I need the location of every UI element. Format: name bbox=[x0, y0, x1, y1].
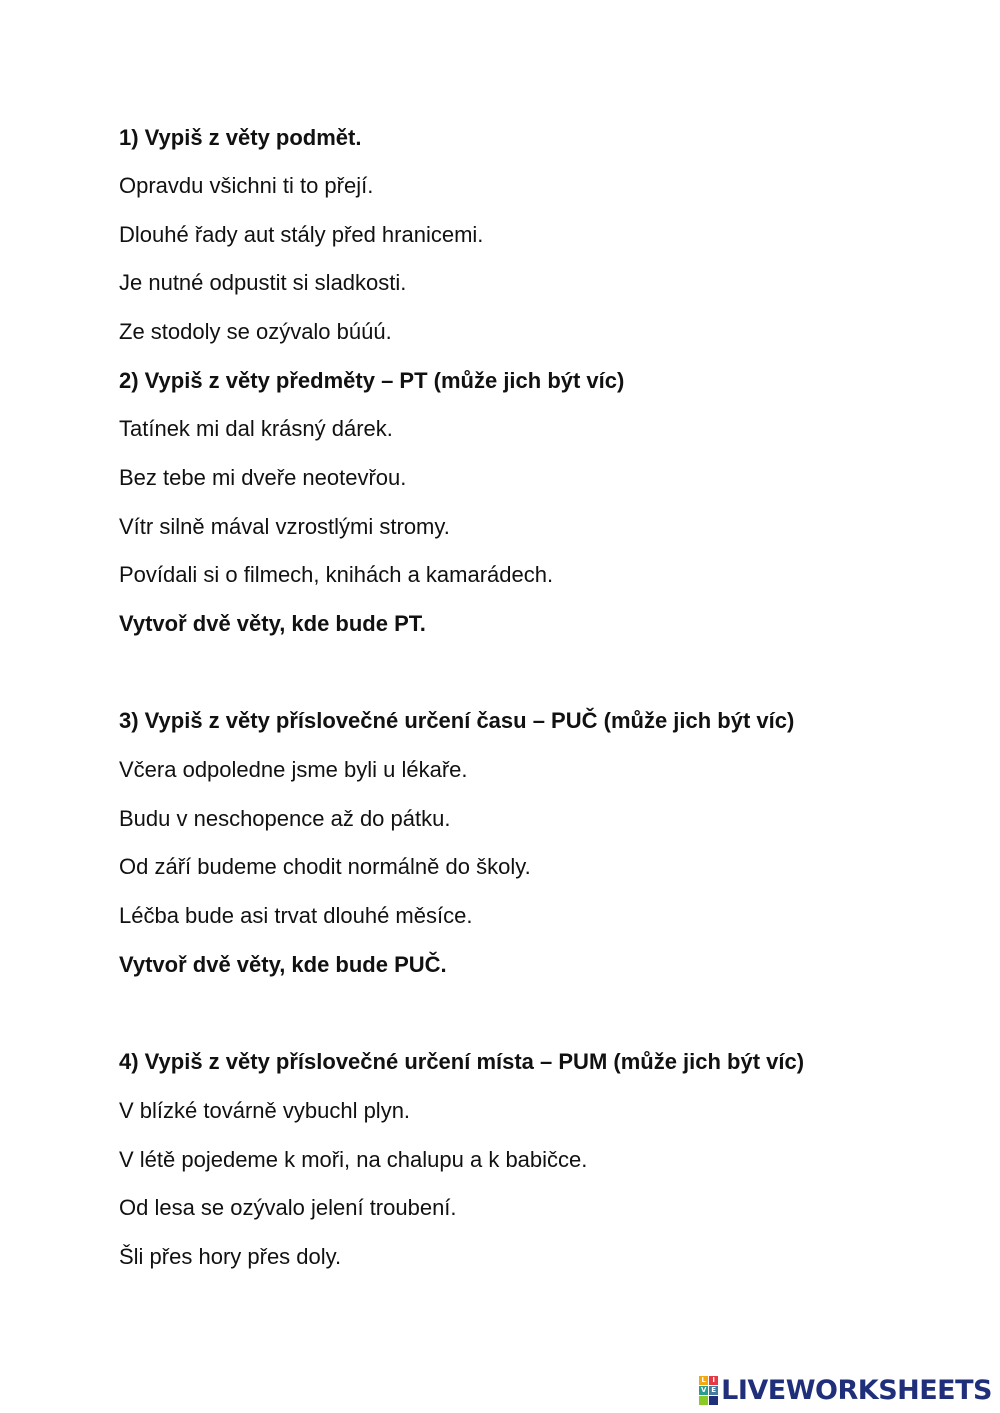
task-1-sentence: Je nutné odpustit si sladkosti. bbox=[119, 270, 407, 295]
task-3-instruction: Vytvoř dvě věty, kde bude PUČ. bbox=[119, 952, 447, 977]
task-1-sentence: Dlouhé řady aut stály před hranicemi. bbox=[119, 222, 484, 247]
task-4-sentence: Od lesa se ozývalo jelení troubení. bbox=[119, 1195, 457, 1220]
logo-blocks-icon bbox=[699, 1376, 718, 1405]
task-2-sentence: Povídali si o filmech, knihách a kamarádech. bbox=[119, 562, 554, 587]
liveworksheets-logo[interactable] bbox=[699, 1375, 992, 1405]
task-2-instruction: Vytvoř dvě věty, kde bude PT. bbox=[119, 611, 426, 636]
task-2-sentence: Vítr silně mával vzrostlými stromy. bbox=[119, 514, 450, 539]
task-1-sentence: Ze stodoly se ozývalo búúú. bbox=[119, 319, 392, 344]
task-3-sentence: Od září budeme chodit normálně do školy. bbox=[119, 854, 531, 879]
logo-block: V bbox=[700, 1385, 707, 1394]
task-4-sentence: V blízké továrně vybuchl plyn. bbox=[119, 1098, 411, 1123]
task-2-heading: 2) Vypiš z věty předměty – PT (může jich být víc) bbox=[119, 368, 625, 393]
task-1-sentence: Opravdu všichni ti to přejí. bbox=[119, 173, 374, 198]
logo-block bbox=[709, 1396, 718, 1405]
logo-text: LIVEWORKSHEETS bbox=[721, 1374, 992, 1406]
task-4-sentence: V létě pojedeme k moři, na chalupu a k babičce. bbox=[119, 1147, 588, 1172]
task-3-sentence: Budu v neschopence až do pátku. bbox=[119, 806, 451, 831]
logo-block bbox=[699, 1396, 708, 1405]
task-4-heading: 4) Vypiš z věty příslovečné určení místa – PUM (může jich být víc) bbox=[119, 1049, 805, 1074]
logo-block: I bbox=[709, 1376, 718, 1385]
task-3-sentence: Léčba bude asi trvat dlouhé měsíce. bbox=[119, 903, 473, 928]
task-1-heading: 1) Vypiš z věty podmět. bbox=[119, 125, 362, 150]
task-2-sentence: Tatínek mi dal krásný dárek. bbox=[119, 416, 393, 441]
task-2-sentence: Bez tebe mi dveře neotevřou. bbox=[119, 465, 407, 490]
logo-block: E bbox=[709, 1386, 718, 1395]
logo-block: L bbox=[699, 1376, 708, 1385]
task-3-heading: 3) Vypiš z věty příslovečné určení času – PUČ (může jich být víc) bbox=[119, 708, 795, 733]
task-3-sentence: Včera odpoledne jsme byli u lékaře. bbox=[119, 757, 468, 782]
task-4-sentence: Šli přes hory přes doly. bbox=[119, 1244, 342, 1269]
